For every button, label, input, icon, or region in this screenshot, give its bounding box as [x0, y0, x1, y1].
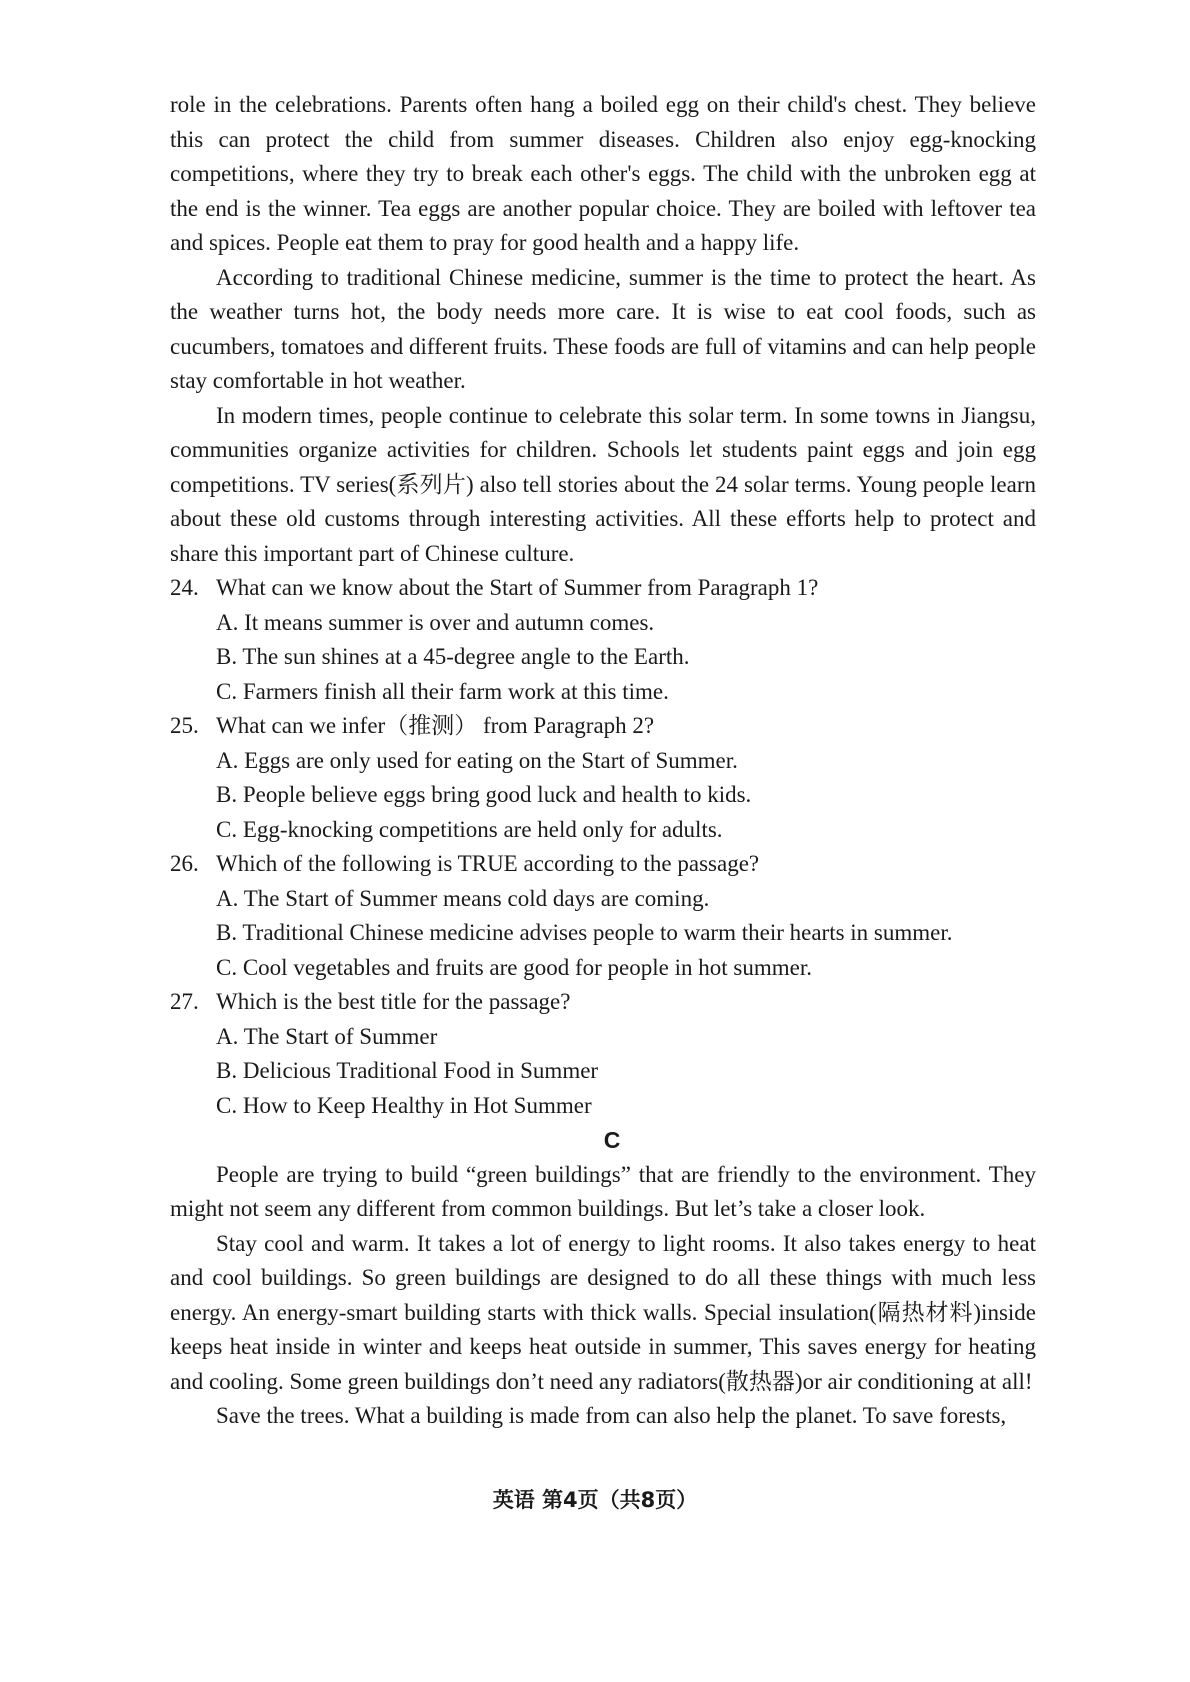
answer-option: B. The sun shines at a 45-degree angle to the Earth.	[216, 644, 690, 669]
answer-option: C. Cool vegetables and fruits are good for people in hot summer.	[216, 954, 812, 980]
passage-paragraph: According to traditional Chinese medicine, summer is the time to protect the heart. As the weather turns hot, the body needs more care. It is wise to eat cool foods, such as cucumbers, tomatoes and different fruits. These foods are full of vitamins and can help people stay comfortable in hot weather.	[170, 264, 1036, 393]
page-footer: 英语 第4页（共8页）	[492, 1488, 698, 1512]
answer-option: B. Traditional Chinese medicine advises people to warm their hearts in summer.	[216, 920, 953, 945]
answer-option: C. Farmers finish all their farm work at this time.	[216, 678, 669, 704]
passage-paragraph: In modern times, people continue to celebrate this solar term. In some towns in Jiangsu, communities organize activities for children. Schools let students paint eggs and join egg competitions. TV series(系列片) also tell stories about the 24 solar terms. Young people learn about these old customs through interesting activities. All these efforts help to protect and share this important part of Chinese culture.	[170, 402, 1036, 566]
answer-option: A. The Start of Summer	[216, 1023, 438, 1049]
question-24	[170, 571, 1036, 709]
answer-option: B. People believe eggs bring good luck and health to kids.	[216, 782, 752, 807]
exam-page-content	[170, 88, 1036, 1434]
answer-option: A. Eggs are only used for eating on the Start of Summer.	[216, 747, 738, 773]
passage-paragraph: role in the celebrations. Parents often hang a boiled egg on their child's chest. They believe this can protect the child from summer diseases. Children also enjoy egg-knocking competitions, where they try to break each other's eggs. The child with the unbroken egg at the end is the winner. Tea eggs are another popular choice. They are boiled with leftover tea and spices. People eat them to pray for good health and a happy life.	[170, 92, 1036, 255]
question-text: What can we know about the Start of Summer from Paragraph 1?	[216, 575, 819, 600]
answer-option: C. Egg-knocking competitions are held only for adults.	[216, 816, 723, 842]
question-27	[170, 985, 1036, 1123]
question-number: 24.	[170, 575, 199, 600]
question-stem	[170, 571, 1036, 606]
question-number: 27.	[170, 989, 199, 1014]
question-25	[170, 709, 1036, 847]
question-text: Which of the following is TRUE according to the passage?	[216, 851, 760, 876]
question-stem	[170, 709, 1036, 744]
passage-paragraph: Save the trees. What a building is made from can also help the planet. To save forests,	[216, 1403, 1007, 1428]
answer-option: C. How to Keep Healthy in Hot Summer	[216, 1092, 592, 1118]
question-text: Which is the best title for the passage?	[216, 989, 571, 1014]
question-text: What can we infer（推测） from Paragraph 2?	[216, 713, 655, 738]
question-stem	[170, 985, 1036, 1020]
question-stem	[170, 847, 1036, 882]
answer-option: A. The Start of Summer means cold days are coming.	[216, 885, 710, 911]
answer-option: A. It means summer is over and autumn comes.	[216, 609, 655, 635]
question-number: 26.	[170, 851, 199, 876]
passage-paragraph: People are trying to build “green buildings” that are friendly to the environment. They might not seem any different from common buildings. But let’s take a closer look.	[170, 1161, 1036, 1221]
section-title: C	[603, 1127, 621, 1153]
answer-option: B. Delicious Traditional Food in Summer	[216, 1058, 599, 1083]
question-number: 25.	[170, 713, 199, 738]
question-26	[170, 847, 1036, 985]
passage-paragraph: Stay cool and warm. It takes a lot of energy to light rooms. It also takes energy to heat and cool buildings. So green buildings are designed to do all these things with much less energy. An energy-smart building starts with thick walls. Special insulation(隔热材料)inside keeps heat inside in winter and keeps heat outside in summer, This saves energy for heating and cooling. Some green buildings don’t need any radiators(散热器)or air conditioning at all!	[170, 1230, 1036, 1394]
